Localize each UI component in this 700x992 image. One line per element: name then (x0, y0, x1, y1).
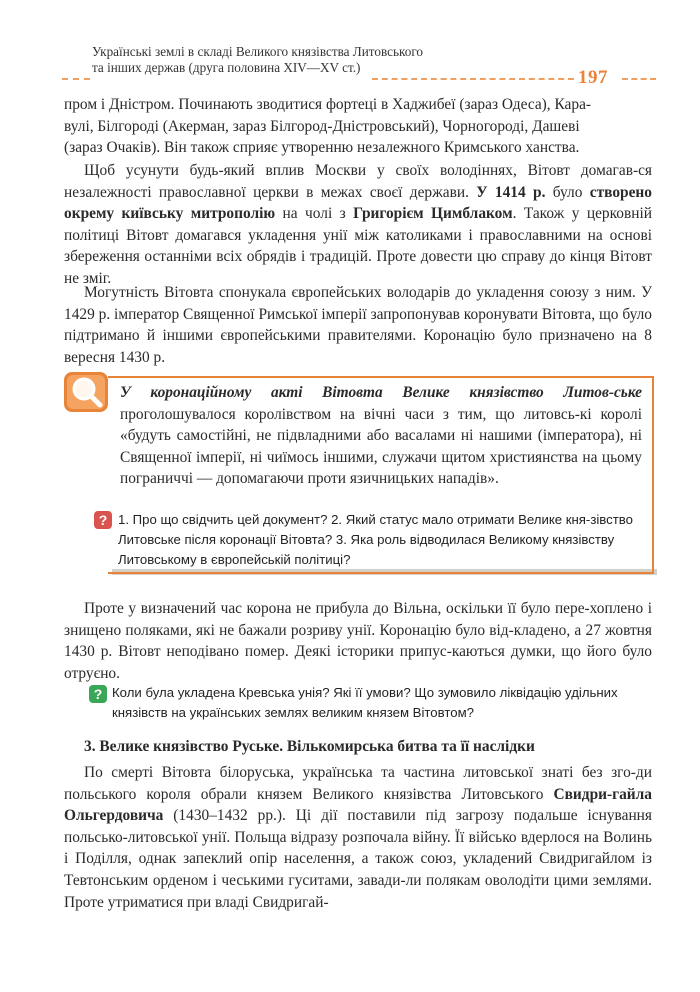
paragraph-5-text: По смерті Вітовта білоруська, українська та частина литовської знаті без зго-ди польського короля обрали князем Великого князівства Литовського (64, 764, 652, 803)
header-rule-left (62, 78, 90, 80)
header-title (92, 44, 423, 76)
paragraph-3: Могутність Вітовта спонукала європейських володарів до укладення союзу з ним. У 1429 р. імператор Священної Римської імперії запропонував коронувати Вітовта, що було підтримано й іншими європейськими правителями. Коронацію було призначено на 8 вересня 1430 р. (64, 284, 652, 366)
source-quote-text: проголошувалося королівством на вічні часи з тим, що литовсь-кі королі «будуть самостійні, не підвладними або васалами ні нашими (імператора), ні Священної імперії, ні чиїмось іншими, служачи щитом християнства на цьому пограниччі — допомагаючи проти язичницьких нападів». (120, 405, 642, 488)
paragraph-1-line-2: вулі, Білгороді (Акерман, зараз Білгород-Дністровський), Чорногороді, Дашеві (64, 117, 580, 135)
paragraph-2-text: на чолі з (275, 205, 354, 223)
magnifier-icon (62, 370, 112, 416)
paragraph-1 (64, 94, 652, 159)
page-header (0, 44, 700, 88)
source-questions-text: 1. Про що свідчить цей документ? 2. Який статус мало отримати Велике кня-зівство Литовське після коронації Вітовта? 3. Яка роль відводилася Великому князівству Литовському в європейській політиці? (118, 512, 633, 567)
paragraph-2-text: було (545, 183, 590, 201)
paragraph-2-bold-name: Григорієм Цимблаком (353, 205, 513, 223)
paragraph-5 (64, 762, 652, 913)
header-title-line-2: та інших держав (друга половина XIV—XV ст.) (92, 60, 361, 75)
source-quote (120, 382, 642, 490)
header-title-line-1: Українські землі в складі Великого князівства Литовського (92, 44, 423, 59)
paragraph-1-line-1: пром і Дністром. Починають зводитися фортеці в Хаджибеї (зараз Одеса), Кара- (64, 96, 592, 113)
paragraph-5-bold-name: Свидри-гайла Ольгердовича (64, 785, 652, 825)
paragraph-4: Проте у визначений час корона не прибула до Вільна, оскільки її було пере-хоплено і знищено поляками, які не бажали розриву унії. Коронацію було від-кладено, а 27 жовтня 1430 р. Вітовт неподівано помер. Деякі історики припус-каються думки, що його було отруєно. (64, 600, 652, 682)
page-number: 197 (578, 67, 608, 88)
header-rule-right (622, 78, 656, 80)
section-heading: 3. Велике князівство Руське. Вількомирська битва та її наслідки (84, 738, 535, 755)
header-rule-mid (372, 78, 574, 80)
paragraph-5-text: (1430–1432 рр.). Ці дії поставили під загрозу подальше існування польсько-литовської унії. Польща відразу розпочала війну. Її військо вдерлося на Волинь і Поділля, однак запеклий опір населення, а також союз, укладений Свидригайлом із Тевтонським орденом і чеськими гуситами, завади-ли полякам оволодіти цими землями. Проте утриматися при владі Свидригай- (64, 807, 652, 911)
review-question-text: Коли була укладена Кревська унія? Які її умови? Що зумовило ліквідацію удільних князівств на українських землях великим князем Вітовтом? (112, 685, 618, 720)
paragraph-2-bold-metropolis: створено окрему київську митрополію (64, 183, 652, 223)
question-icon: ? (89, 685, 107, 703)
source-italic-intro: У коронаційному акті Вітовта Велике князівство Литов-ське (120, 384, 642, 401)
paragraph-2 (64, 160, 652, 290)
paragraph-2-text: . Також у церковній політиці Вітовт домагався укладення унії між католиками і православними на основі збереження останніми всіх обрядів і традицій. Проте довести цю справу до кінця Вітовт не зміг. (64, 205, 652, 287)
source-document-box (64, 376, 654, 574)
paragraph-2-bold-date: У 1414 р. (476, 183, 546, 201)
paragraph-2-text: Щоб усунути будь-який вплив Москви у своїх володіннях, Вітовт домагав-ся незалежності православної церкви в межах своєї держави. (64, 162, 652, 201)
question-icon: ? (94, 511, 112, 529)
paragraph-1-line-3: (зараз Очаків). Він також сприяє утворенню незалежного Кримського ханства. (64, 139, 580, 157)
